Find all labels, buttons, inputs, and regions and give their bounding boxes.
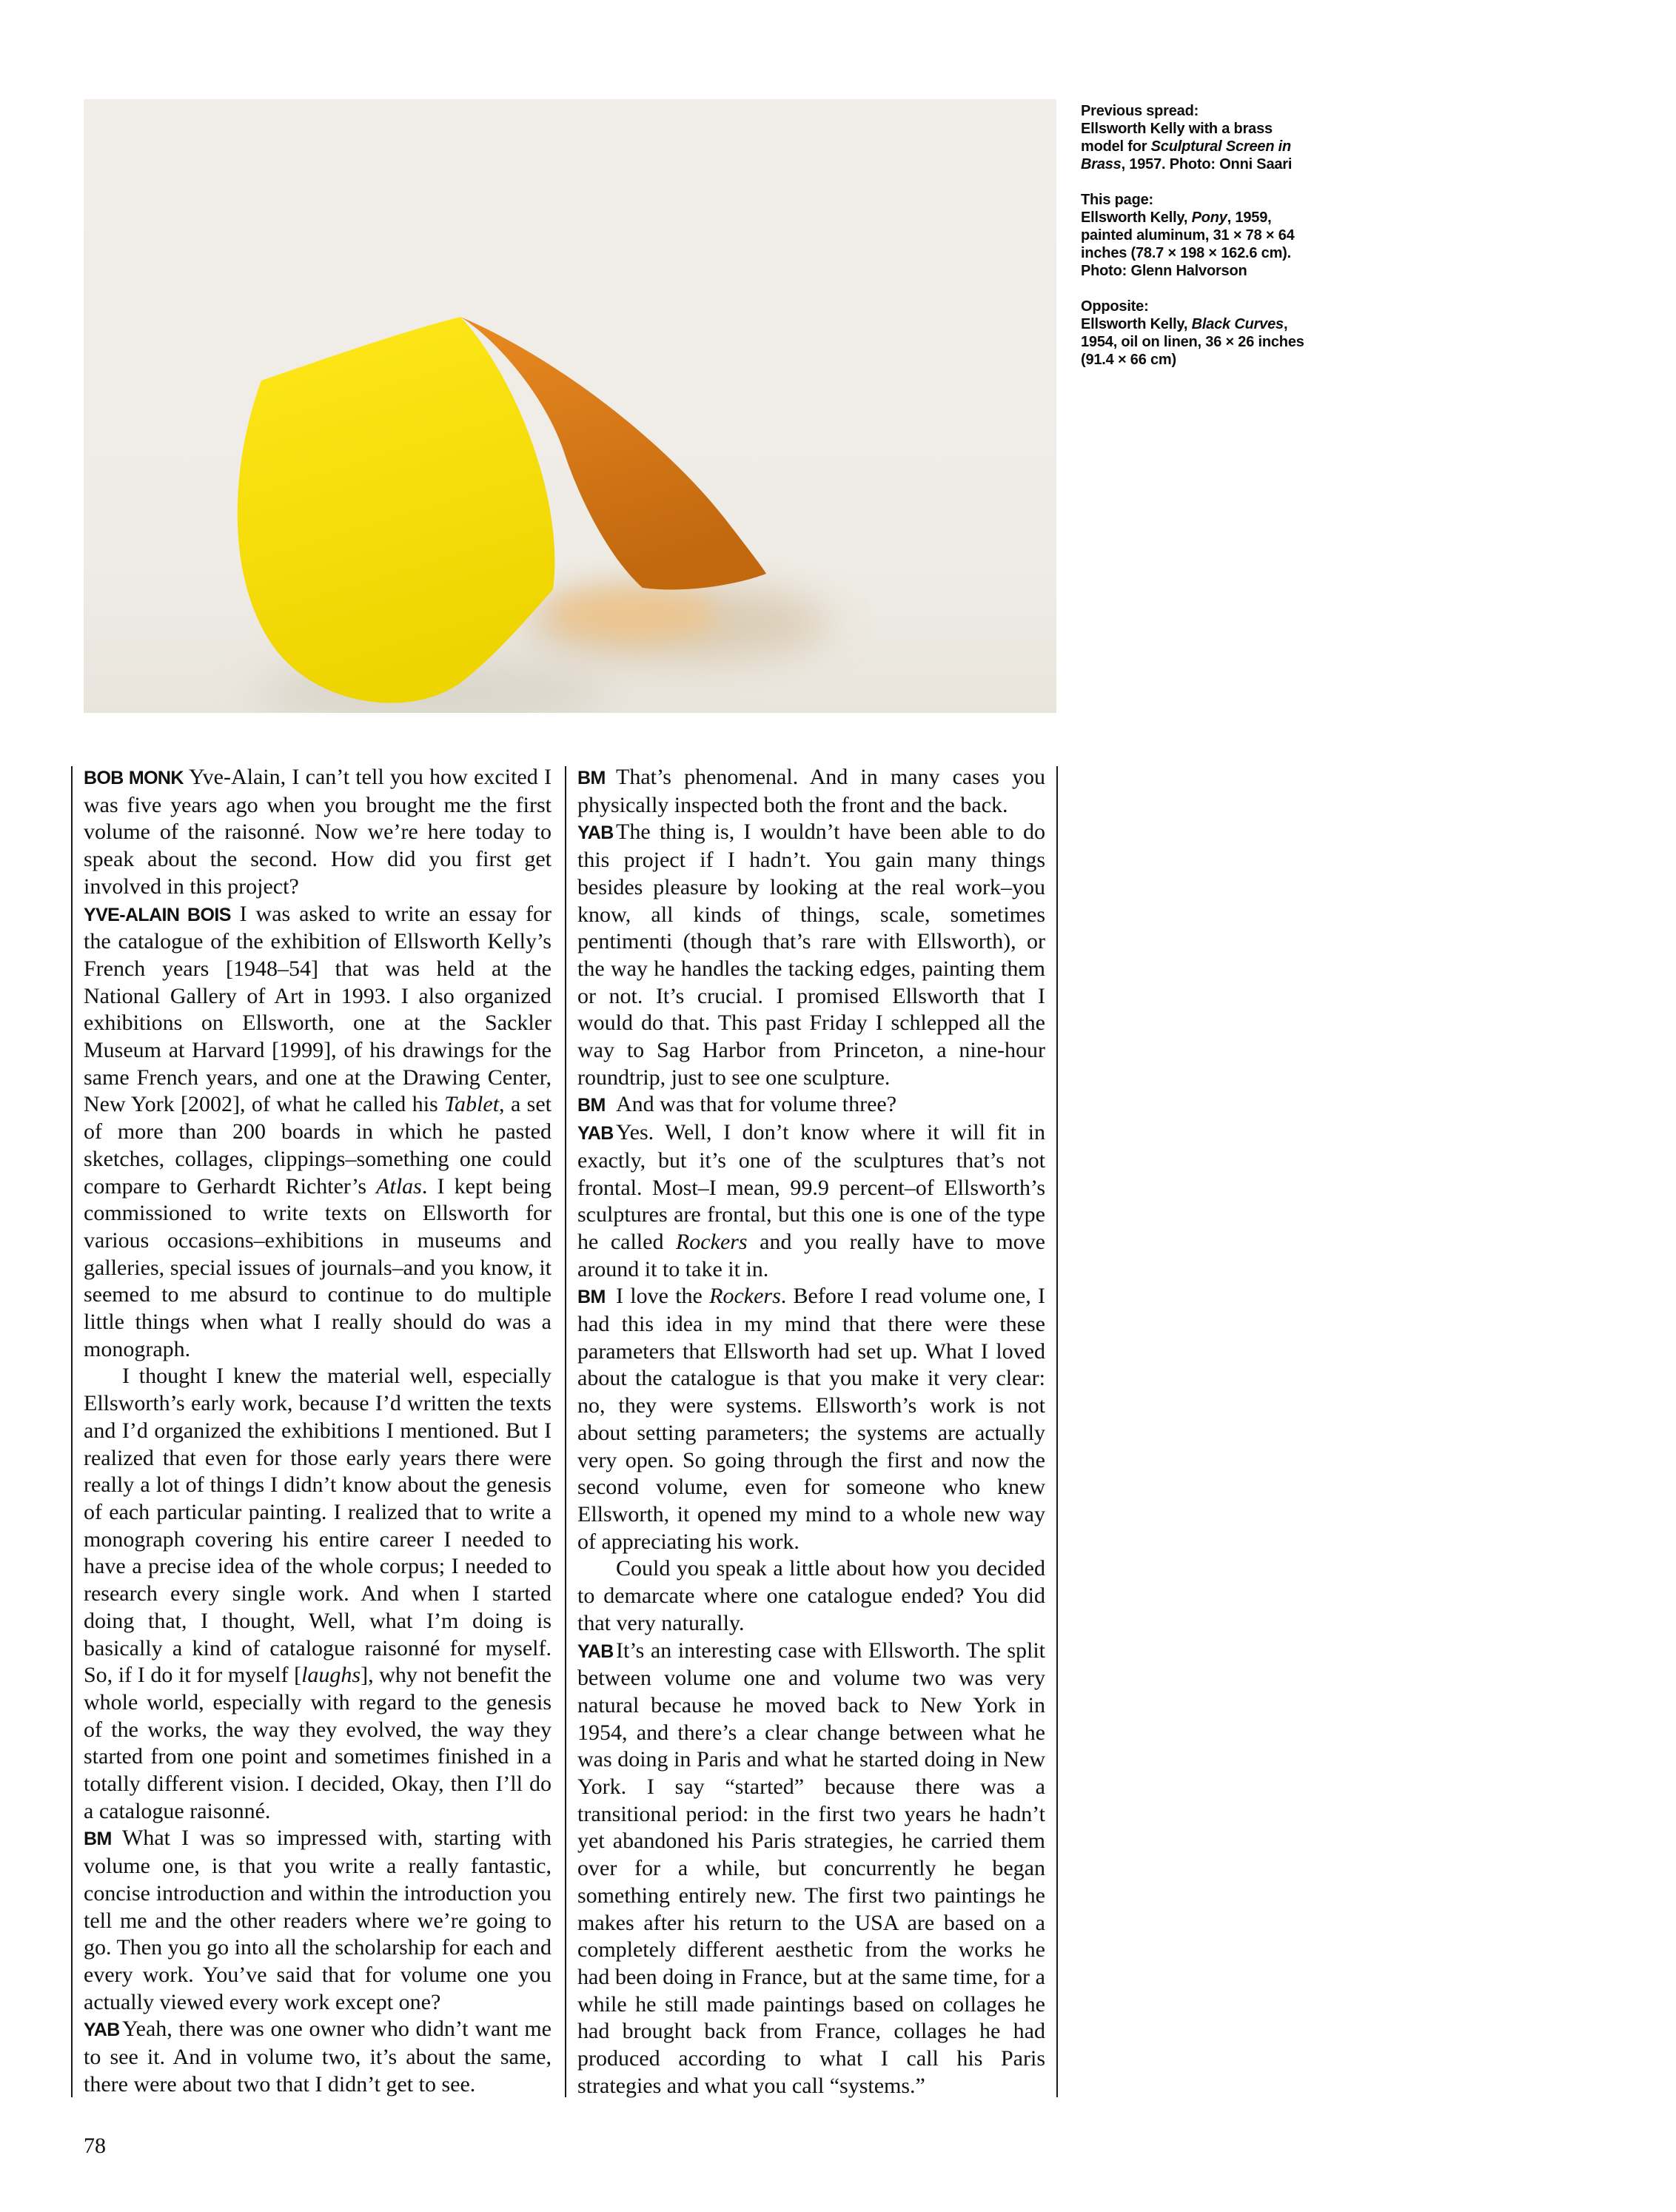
speaker-label: BM — [577, 1287, 606, 1308]
text-segment: I love the — [616, 1284, 710, 1309]
pony-sculpture-image — [84, 99, 1056, 713]
caption-column — [1081, 102, 1310, 369]
caption-body — [1081, 209, 1310, 280]
caption-body — [1081, 315, 1310, 369]
interview-paragraph — [577, 1555, 1045, 1637]
italic-text: Tablet — [444, 1092, 500, 1117]
center-column-rule — [565, 766, 566, 2097]
text-segment: Yes. Well, I don’t know where it will fit in exactly, but it’s one of the sculptures that’s not frontal. Most–I mean, 99.9 percent–of Ellsworth’s sculptures are frontal, but this one is one of the type he called — [577, 1120, 1045, 1254]
text-segment: The thing is, I wouldn’t have been able to do this project if I hadn’t. You gain many things besides pleasure by looking at the real work–you know, all kinds of things, scale, sometimes pentimenti (though that’s rare with Ellsworth), or the way he handles the tacking edges, painting them or not. It’s crucial. I promised Ellsworth that I would do that. This past Friday I schlepped all the way to Sag Harbor from Princeton, a nine-hour roundtrip, just to see one sculpture. — [577, 820, 1045, 1090]
interview-paragraph — [84, 2016, 552, 2098]
caption-block — [1081, 102, 1310, 173]
right-column-rule — [1056, 766, 1058, 2097]
interview-paragraph — [577, 1119, 1045, 1283]
speaker-label: BM — [577, 768, 606, 788]
caption-body — [1081, 120, 1310, 173]
text-segment: What I was so impressed with, starting with volume one, is that you write a really fantastic, concise introduction and within the introduction you tell me and the other readers where we’re going to go. Then you go into all the scholarship for each and every work. You’ve said that for volume one you actually viewed every work except one? — [84, 1826, 552, 2014]
text-segment: That’s phenomenal. And in many cases you physically inspected both the front and the back. — [577, 765, 1045, 817]
text-segment: and you really have to move around it to take it in. — [577, 1229, 1045, 1281]
page-number: 78 — [84, 2134, 106, 2158]
speaker-label: YAB — [577, 1640, 614, 1662]
text-segment: It’s an interesting case with Ellsworth. The split between volume one and volume two was very natural because he moved back to New York in 1954, and there’s a clear change between what he was doing in Paris and what he started doing in New York. I say “started” because there was a transitional period: in the first two years he hadn’t yet abandoned his Paris strategies, he carried them over for a while, but concurrently he began something entirely new. The first two paintings he makes after his return to the USA are based on a completely different aesthetic from the works he had been doing in France, but at the same time, for a while he still made paintings based on collages he had brought back from France, collages he had produced according to what I call his Paris strategies and what you call “systems.” — [577, 1638, 1045, 2098]
interview-paragraph — [577, 1283, 1045, 1555]
italic-text: laughs — [301, 1663, 361, 1688]
interview-column-left — [84, 764, 552, 2098]
interview-paragraph — [84, 1363, 552, 1825]
italic-text: Sculptural Screen in Brass — [1081, 138, 1292, 172]
text-segment: . I kept being commissioned to write texts on Ellsworth for various occasions–exhibitions in museums and galleries, special issues of journals–and you know, it seemed to me absurd to continue to do multiple little things when what I really should do was a monograph. — [84, 1173, 552, 1361]
text-segment: Ellsworth Kelly, — [1081, 210, 1192, 226]
interview-paragraph — [84, 901, 552, 1364]
text-segment: , 1954, oil on linen, 36 × 26 inches (91.4 × 66 cm) — [1081, 316, 1304, 368]
italic-text: Atlas — [376, 1173, 422, 1199]
text-segment: , a set of more than 200 boards in which he pasted sketches, collages, clippings–something one could compare to Gerhardt Richter’s — [84, 1092, 552, 1199]
speaker-label: YAB — [577, 1123, 614, 1144]
interview-paragraph — [577, 1638, 1045, 2100]
italic-text: Rockers — [675, 1229, 748, 1254]
speaker-label: BOB MONK — [84, 768, 184, 788]
text-segment: , 1959, painted aluminum, 31 × 78 × 64 inches (78.7 × 198 × 162.6 cm). Photo: Glenn Halvorson — [1081, 210, 1295, 279]
caption-heading: Previous spread: — [1081, 103, 1199, 119]
text-segment: And was that for volume three? — [616, 1092, 897, 1117]
text-segment: Ellsworth Kelly with a brass model for — [1081, 121, 1273, 155]
speaker-label: YAB — [577, 822, 614, 844]
interview-column-right — [577, 764, 1045, 2099]
italic-text: Black Curves — [1191, 316, 1284, 332]
interview-paragraph — [84, 1825, 552, 2016]
text-segment: , 1957. Photo: Onni Saari — [1121, 156, 1293, 172]
interview-paragraph — [577, 819, 1045, 1091]
italic-text: Pony — [1191, 210, 1227, 226]
speaker-label: BM — [577, 1095, 606, 1116]
fin-warm-reflection — [546, 588, 717, 641]
italic-text: Rockers — [709, 1284, 781, 1309]
artwork-photo — [84, 99, 1056, 713]
speaker-label: YAB — [84, 2020, 120, 2041]
speaker-label: BM — [84, 1829, 112, 1850]
text-segment: I was asked to write an essay for the catalogue of the exhibition of Ellsworth Kelly’s French years [1948–54] that was held at the National Gallery of Art in 1993. I also organized exhibitions on Ellsworth, one at the Sackler Museum at Harvard [1999], of his drawings for the same French years, and one at the Drawing Center, New York [2002], of what he called his — [84, 901, 552, 1117]
text-segment: ], why not benefit the whole world, especially with regard to the genesis of the works, the way they evolved, the way they started from one point and sometimes finished in a totally different vision. I decided, Okay, then I’ll do a catalogue raisonné. — [84, 1663, 552, 1823]
text-segment: Ellsworth Kelly, — [1081, 316, 1192, 332]
text-segment: Yeah, there was one owner who didn’t want me to see it. And in volume two, it’s about the same, there were about two that I didn’t get to see. — [84, 2017, 552, 2097]
caption-block — [1081, 191, 1310, 280]
caption-block — [1081, 298, 1310, 369]
text-segment: . Before I read volume one, I had this idea in my mind that there were these parameters that Ellsworth had set up. What I loved about the catalogue is that you make it very clear: no, they were systems. Ellsworth’s work is not about setting parameters; the systems are actually very open. So going through the first and now the second volume, even for someone who knew Ellsworth, it opened my mind to a whole new way of appreciating his work. — [577, 1284, 1045, 1554]
left-column-rule — [71, 766, 73, 2097]
caption-heading: Opposite: — [1081, 298, 1149, 315]
caption-heading: This page: — [1081, 192, 1154, 208]
interview-paragraph — [577, 1091, 1045, 1119]
speaker-label: YVE-ALAIN BOIS — [84, 904, 231, 925]
interview-paragraph — [577, 764, 1045, 819]
text-segment: Yve-Alain, I can’t tell you how excited I was five years ago when you brought me the first volume of the raisonné. Now we’re here today to speak about the second. How did you first get involved in this project? — [84, 765, 552, 899]
text-segment: Could you speak a little about how you decided to demarcate where one catalogue ended? You did that very naturally. — [577, 1556, 1045, 1635]
text-segment: I thought I knew the material well, especially Ellsworth’s early work, because I’d written the texts and I’d organized the exhibitions I mentioned. But I realized that even for those early years there were really a lot of things I didn’t know about the genesis of each particular painting. I realized that to write a monograph covering his entire career I needed to have a precise idea of the whole corpus; I needed to research every single work. And when I started doing that, I thought, Well, what I’m doing is basically a kind of catalogue raisonné for myself. So, if I do it for myself [ — [84, 1364, 552, 1688]
interview-paragraph — [84, 764, 552, 901]
